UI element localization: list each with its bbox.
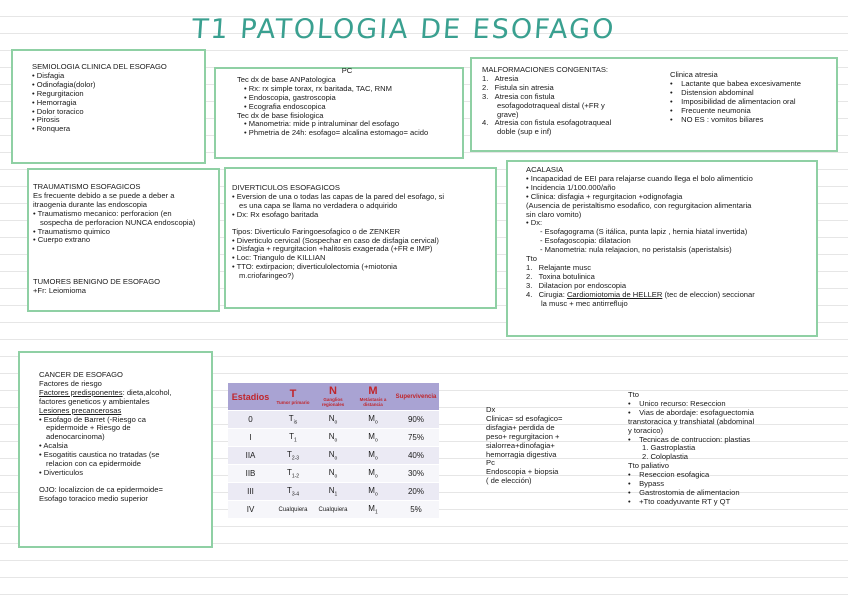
list-item: • Ronquera	[32, 124, 71, 134]
cell-n: $N_o$	[313, 411, 353, 429]
cell-supervivencia: 5%	[393, 501, 439, 519]
list-item: • Esofago de Barret (-Riesgo ca	[39, 414, 146, 424]
cell-t: $T_{2-3}$	[273, 447, 313, 465]
cell-n: $N_o$	[313, 429, 353, 447]
list-item-cont: grave)	[497, 109, 519, 119]
semiologia-section	[32, 63, 167, 134]
cell-estadio: IV	[228, 501, 273, 519]
cell-estadio: IIA	[228, 447, 273, 465]
dx-line: Endoscopia + biopsia	[486, 467, 559, 477]
tto-heading: Tto	[628, 390, 639, 399]
tto-paliativo-heading: Tto paliativo	[628, 461, 669, 471]
malformaciones-section	[482, 66, 611, 137]
cell-t: $T_1$	[273, 429, 313, 447]
list-item: • Dolor toracico	[32, 106, 84, 116]
staging-table	[228, 383, 439, 518]
table-row	[228, 411, 439, 429]
cell-supervivencia: 75%	[393, 429, 439, 447]
list-item-cont: adenocarcinoma)	[46, 432, 105, 442]
list-item: • Tecnicas de contruccion: plastias	[628, 434, 751, 444]
acalasia-line: (Ausencia de peristaltismo esodafico, con regurgitacion alimentaria	[526, 200, 752, 210]
cell-estadio: III	[228, 483, 273, 501]
list-item-cont: m.criofaringeo?)	[239, 271, 294, 281]
cell-t: $T_{is}$	[273, 411, 313, 429]
cell-m: $M_o$	[353, 411, 393, 429]
list-item: 4. Atresia con fistula esofagotraqueal	[482, 118, 612, 128]
acalasia-section	[526, 166, 755, 309]
clinica-atresia-section	[670, 71, 801, 124]
dx-section	[486, 406, 562, 486]
header-t: T Tumor primario	[273, 383, 313, 411]
list-item: • Pirosis	[32, 115, 60, 125]
cell-supervivencia: 30%	[393, 465, 439, 483]
header-supervivencia: Supervivencia	[393, 383, 439, 411]
list-item-cont: sospecha de perforacion NUNCA endoscopia)	[40, 217, 196, 227]
cancer-line: Esofago toracico medio superior	[39, 493, 148, 503]
list-item: • Frecuente neumonia	[670, 105, 751, 115]
dx-line: Pc	[486, 458, 495, 468]
cell-t: $T_{1-2}$	[273, 465, 313, 483]
list-item: • Reseccion esofagica	[628, 470, 710, 480]
cancer-heading: CANCER DE ESOFAGO	[39, 370, 123, 379]
dx-line: Clinica= sd esofagico=	[486, 413, 563, 423]
list-item: • Distension abdominal	[670, 87, 754, 97]
list-item: - Esofagoscopia: dilatacion	[540, 236, 631, 246]
list-item: • Incapacidad de EEI para relajarse cuando llega el bolo alimenticio	[526, 173, 753, 183]
cell-m: $M_o$	[353, 483, 393, 501]
list-item-cont: doble (sup e inf)	[497, 127, 552, 137]
malformaciones-heading: MALFORMACIONES CONGENITAS:	[482, 65, 609, 74]
list-item: • Diverticulos	[39, 467, 84, 477]
pc-line: • Endoscopia, gastroscopia	[244, 92, 336, 102]
table-row	[228, 447, 439, 465]
tumores-heading: TUMORES BENIGNO DE ESOFAGO	[33, 277, 161, 286]
cell-n: Cualquiera	[313, 501, 353, 519]
pc-line: Tec dx de base ANPatologica	[237, 74, 336, 84]
cancer-section	[39, 371, 172, 504]
list-item: • Esogatitis caustica no tratadas (se	[39, 450, 160, 460]
list-item: 1. Relajante musc	[526, 262, 592, 272]
cell-supervivencia: 40%	[393, 447, 439, 465]
list-item: 1. Atresia	[482, 73, 519, 83]
cell-n: $N_1$	[313, 483, 353, 501]
cell-n: $N_o$	[313, 447, 353, 465]
cancer-line: OJO: localizcion de ca epidermoide=	[39, 484, 163, 494]
table-row	[228, 429, 439, 447]
list-item: • Imposibilidad de alimentacion oral	[670, 96, 796, 106]
table-header-row	[228, 383, 439, 411]
cancer-line: Factores predisponentes: dieta,alcohol,	[39, 387, 172, 397]
dx-line: hemorragia digestiva	[486, 449, 557, 459]
diverticulos-section	[232, 184, 444, 281]
list-item: • Regurgitacion	[32, 88, 84, 98]
cell-t: $T_{3-4}$	[273, 483, 313, 501]
list-item: 1. Gastroplastia	[642, 443, 696, 453]
list-item: • Traumatismo quimico	[33, 226, 110, 236]
list-item: • Clinica: disfagia + regurgitacion +odignofagia	[526, 191, 683, 201]
list-item: • Acalsia	[39, 441, 68, 451]
diverticulos-line: Tipos: Diverticulo Faringoesofagico o de ZENKER	[232, 226, 401, 236]
list-item: • +Tto coadyuvante RT y QT	[628, 496, 731, 506]
list-item: 4. Cirugia: Cardiomiotomia de HELLER (tec de eleccion) seccionar	[526, 289, 755, 299]
list-item-cont: es una capa se llama no verdadera o adquirido	[239, 200, 398, 210]
heller-link: Cardiomiotomia de HELLER	[566, 289, 663, 299]
table-row	[228, 483, 439, 501]
clinica-atresia-heading: Clinica atresia	[670, 70, 718, 79]
pc-heading: PC	[341, 66, 353, 75]
list-item: • Loc: Triangulo de KILLIAN	[232, 253, 326, 263]
list-item: • Dx: Rx esofago baritada	[232, 209, 319, 219]
pc-line: • Manometria: mide p intraluminar del esofago	[244, 119, 400, 129]
header-estadios: Estadios	[228, 383, 273, 411]
list-item: • Traumatismo mecanico: perforacion (en	[33, 208, 172, 218]
dx-line: ( de elección)	[486, 476, 532, 486]
tumores-section	[33, 278, 160, 296]
pc-section	[237, 67, 457, 138]
page-title: T1 PATOLOGIA DE ESOFAGO	[190, 14, 617, 45]
header-m: M Metástasis a distancia	[353, 383, 393, 411]
list-item: • TTO: extirpacion; diverticulolectomia (+miotonia	[232, 262, 398, 272]
acalasia-heading: ACALASIA	[526, 165, 564, 174]
cell-t: Cualquiera	[273, 501, 313, 519]
list-item: • Incidencia 1/100.000/año	[526, 182, 616, 192]
list-item: • Disfagia	[32, 70, 65, 80]
semiologia-heading: SEMIOLOGIA CLINICA DEL ESOFAGO	[32, 62, 167, 71]
table-row	[228, 465, 439, 483]
cell-m: $M_o$	[353, 447, 393, 465]
header-n: N Ganglios regionales	[313, 383, 353, 411]
cell-estadio: IIB	[228, 465, 273, 483]
list-item-cont: y toracico)	[628, 425, 664, 435]
list-item: 2. Fistula sin atresia	[482, 82, 554, 92]
list-item: • Cuerpo extrano	[33, 235, 91, 245]
cell-estadio: 0	[228, 411, 273, 429]
dx-line: sialorrea+dinofagia+	[486, 440, 555, 450]
cell-n: $N_o$	[313, 465, 353, 483]
cell-estadio: I	[228, 429, 273, 447]
dx-line: peso+ regurgitacion +	[486, 431, 560, 441]
list-item: • Disfagia + regurgitacion +halitosis exagerada (+FR e IMP)	[232, 244, 433, 254]
acalasia-tto-heading: Tto	[526, 254, 537, 264]
list-item: • Bypass	[628, 479, 665, 489]
list-item: • Diverticulo cervical (Sospechar en caso de disfagia cervical)	[232, 235, 439, 245]
trauma-line: Es frecuente debido a se puede a deber a	[33, 190, 175, 200]
cancer-line: Lesiones precancerosas	[39, 405, 122, 415]
list-item: - Manometria: nula relajacion, no peristalsis (aperistalsis)	[540, 245, 732, 255]
cell-m: $M_1$	[353, 501, 393, 519]
list-item: 2. Toxina botulinica	[526, 271, 595, 281]
trauma-heading: TRAUMATISMO ESOFAGICOS	[33, 182, 141, 191]
tumores-line: +Fr: Leiomioma	[33, 285, 86, 295]
list-item: 2. Coloplastia	[642, 452, 689, 462]
list-item: • Eversion de una o todas las capas de la pared del esofago, si	[232, 191, 445, 201]
list-item: • Lactante que babea excesivamente	[670, 78, 802, 88]
list-item: • Vias de abordaje: esofaguectomia	[628, 407, 754, 417]
pc-line: • Phmetria de 24h: esofago= alcalina estomago= acido	[244, 128, 429, 138]
list-item-cont: esofagodotraqueal distal (+FR y	[497, 100, 605, 110]
cell-m: $M_o$	[353, 465, 393, 483]
list-item: • Odinofagia(dolor)	[32, 79, 96, 89]
pc-line: Tec dx de base fisiologica	[237, 110, 324, 120]
list-item: 3. Dilatacion por endoscopia	[526, 280, 627, 290]
list-item-cont: transtoracica y transhiatal (abdominal	[628, 416, 755, 426]
list-item: • Unico recurso: Reseccion	[628, 398, 726, 408]
cell-supervivencia: 20%	[393, 483, 439, 501]
cell-m: $M_o$	[353, 429, 393, 447]
cell-supervivencia: 90%	[393, 411, 439, 429]
dx-line: Dx	[486, 405, 496, 414]
trauma-line: itraogenia durante las endoscopia	[33, 199, 147, 209]
pc-line: • Rx: rx simple torax, rx baritada, TAC, RNM	[244, 83, 392, 93]
diverticulos-heading: DIVERTICULOS ESOFAGICOS	[232, 183, 340, 192]
list-item: • Hemorragia	[32, 97, 77, 107]
cancer-line: factores geneticos y ambientales	[39, 396, 150, 406]
list-item-cont: epidermoide + Riesgo de	[46, 423, 131, 433]
list-item: - Esofagograma (S itálica, punta lapiz , hernia hiatal invertida)	[540, 227, 748, 237]
list-item-cont: relacion con ca epidermoide	[46, 459, 141, 469]
cancer-line: Factores de riesgo	[39, 378, 102, 388]
list-item-cont: la musc + mec antirreflujo	[541, 298, 628, 308]
table-row	[228, 501, 439, 519]
list-item: • NO ES : vomitos biliares	[670, 114, 764, 124]
dx-line: disfagia+ perdida de	[486, 422, 555, 432]
list-item: • Gastrostomia de alimentacion	[628, 487, 740, 497]
list-item: • Dx:	[526, 218, 543, 228]
pc-line: • Ecografia endoscopica	[244, 101, 326, 111]
acalasia-line: sin claro vomito)	[526, 209, 582, 219]
trauma-section	[33, 183, 195, 245]
tto-section	[628, 391, 754, 507]
list-item: 3. Atresia con fistula	[482, 91, 555, 101]
